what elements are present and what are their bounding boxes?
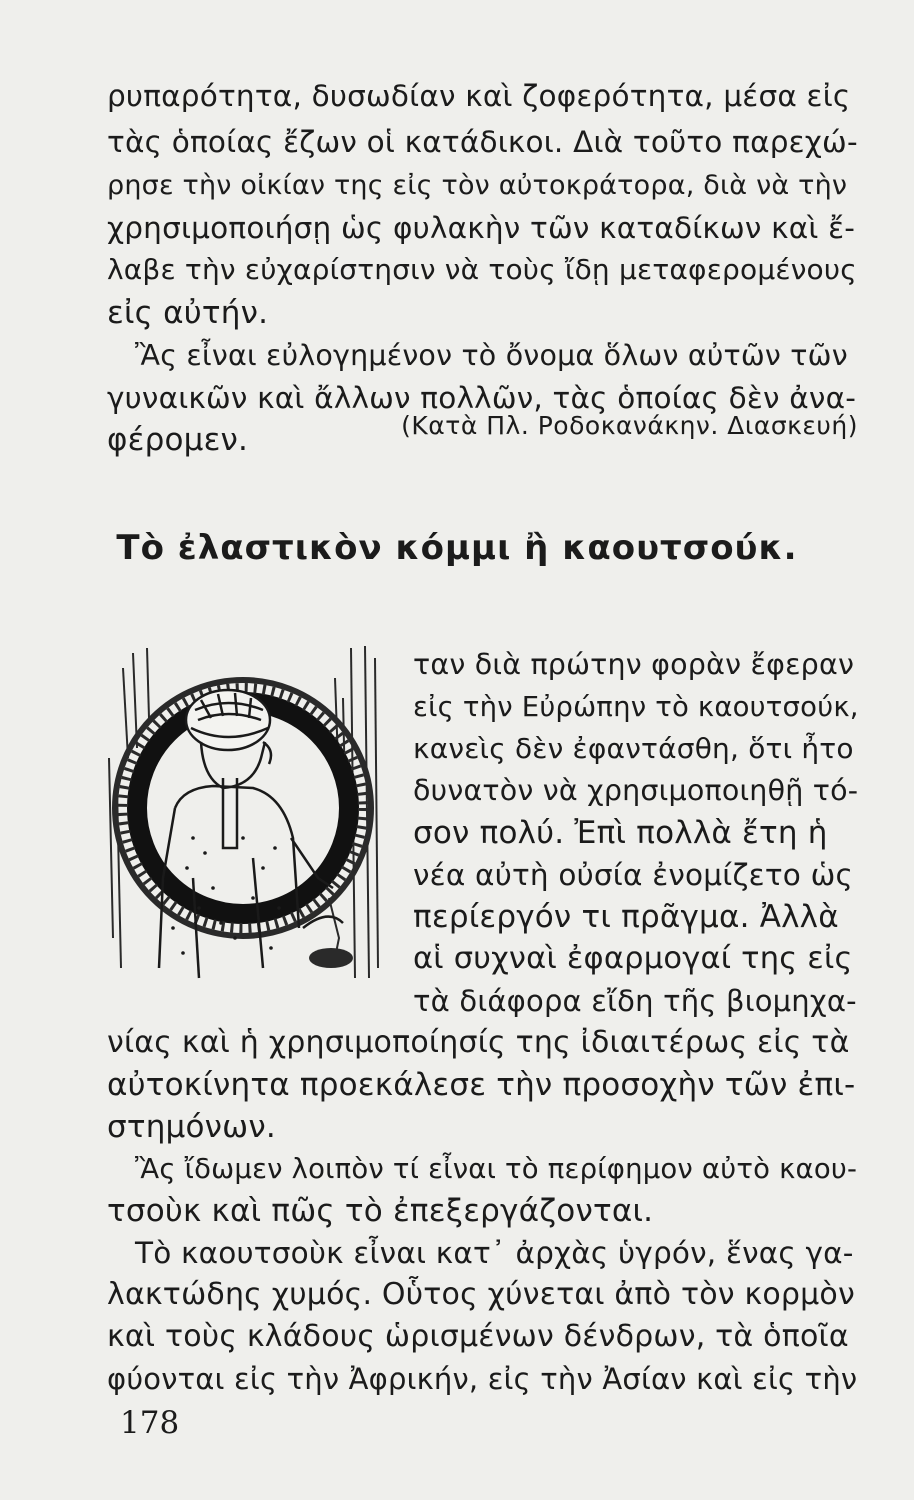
text-line: αὐτοκίνητα προεκάλεσε τὴν προσοχὴν τῶν ἐπι-: [107, 1067, 856, 1103]
text-line: Τὸ καουτσοὺκ εἶναι κατ᾿ ἀρχὰς ὑγρόν, ἕνας γα-: [135, 1236, 854, 1270]
page-number: 178: [120, 1405, 180, 1441]
text-line: αἱ συχναὶ ἐφαρμογαί της εἰς: [413, 941, 853, 976]
drop-cap-illustration: [103, 638, 383, 984]
text-line: εἰς τὴν Εὐρώπην τὸ καουτσούκ,: [413, 691, 859, 723]
text-line: ρησε τὴν οἰκίαν της εἰς τὸν αὐτοκράτορα, διὰ νὰ τὴν: [107, 170, 848, 201]
text-line: τὰ διάφορα εἴδη τῆς βιομηχα-: [413, 984, 857, 1018]
text-line: Ἂς εἶναι εὐλογημένον τὸ ὄνομα ὅλων αὐτῶν τῶν: [135, 339, 848, 372]
text-line: Ἂς ἴδωμεν λοιπὸν τί εἶναι τὸ περίφημον αὐτὸ καου-: [135, 1153, 858, 1185]
text-line: νέα αὐτὴ οὐσία ἐνομίζετο ὡς: [413, 858, 854, 892]
text-line: φύονται εἰς τὴν Ἀφρικήν, εἰς τὴν Ἀσίαν καὶ εἰς τὴν: [107, 1362, 858, 1396]
text-line: λαβε τὴν εὐχαρίστησιν νὰ τοὺς ἴδῃ μεταφερομένους: [107, 253, 857, 286]
text-line: χρησιμοποιήσῃ ὡς φυλακὴν τῶν καταδίκων καὶ ἔ-: [107, 211, 856, 245]
text-line: τὰς ὁποίας ἔζων οἱ κατάδικοι. Διὰ τοῦτο παρεχώ-: [107, 125, 858, 159]
text-line: ταν διὰ πρώτην φορὰν ἔφεραν: [413, 648, 855, 681]
text-line: στημόνων.: [107, 1109, 276, 1145]
section-title: Τὸ ἐλαστικὸν κόμμι ἢ καουτσούκ.: [116, 528, 798, 568]
text-line: φέρομεν.: [107, 422, 249, 458]
text-line: καὶ τοὺς κλάδους ὡρισμένων δένδρων, τὰ ὁποῖα: [107, 1319, 849, 1354]
text-line: τσοὺκ καὶ πῶς τὸ ἐπεξεργάζονται.: [107, 1193, 654, 1229]
source-citation: (Κατὰ Πλ. Ροδοκανάκην. Διασκευή): [401, 411, 858, 440]
text-line: κανεὶς δὲν ἐφαντάσθη, ὅτι ἦτο: [413, 732, 854, 765]
text-line: δυνατὸν νὰ χρησιμοποιηθῇ τό-: [413, 774, 859, 807]
text-line: ρυπαρότητα, δυσωδίαν καὶ ζοφερότητα, μέσα εἰς: [107, 79, 851, 113]
text-line: σον πολύ. Ἐπὶ πολλὰ ἔτη ἡ: [413, 815, 828, 851]
text-line: γυναικῶν καὶ ἄλλων πολλῶν, τὰς ὁποίας δὲν ἀνα-: [107, 381, 857, 415]
text-line: περίεργόν τι πρᾶγμα. Ἀλλὰ: [413, 899, 839, 935]
text-line: λακτώδης χυμός. Οὗτος χύνεται ἀπὸ τὸν κορμὸν: [107, 1277, 855, 1312]
text-line: νίας καὶ ἡ χρησιμοποίησίς της ἰδιαιτέρως εἰς τὰ: [107, 1025, 850, 1060]
text-line: εἰς αὐτήν.: [107, 295, 269, 331]
